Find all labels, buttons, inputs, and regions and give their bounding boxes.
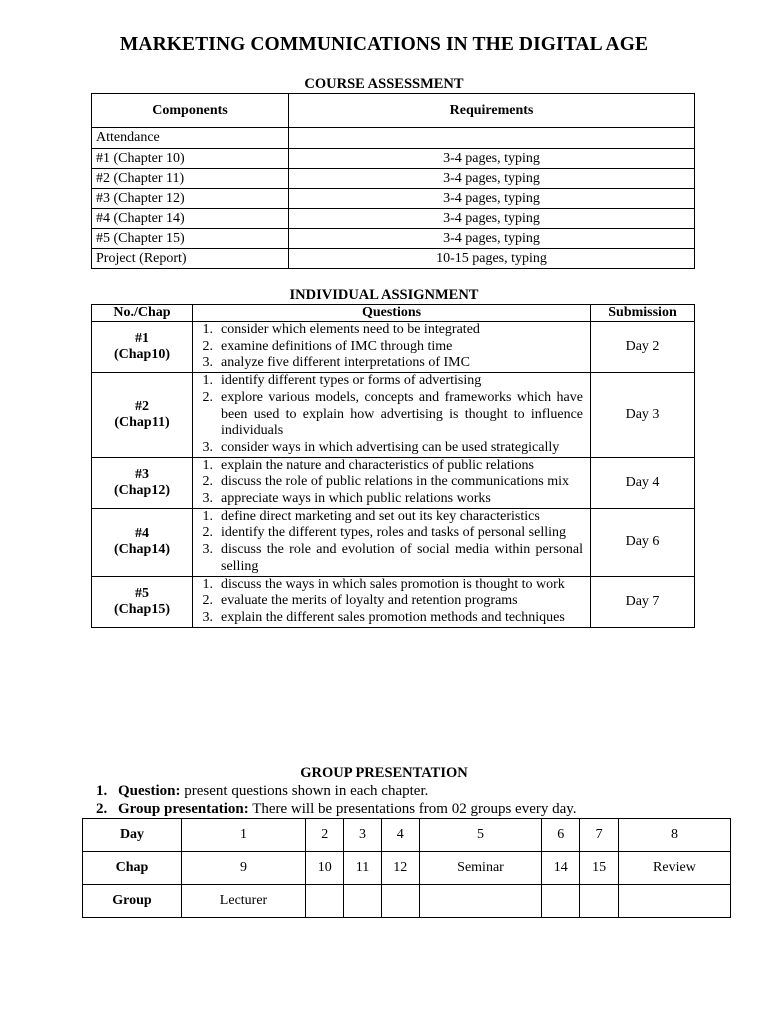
chapter-cell [92,373,193,458]
component-cell: #4 (Chapter 14) [92,209,289,229]
list-item [193,525,583,542]
item-number: 2. [202,525,213,541]
individual-assignment-table [91,304,695,628]
chapter-cell [92,508,193,576]
group-cell [381,885,419,918]
list-item [193,542,583,575]
questions-list [193,509,583,576]
item-label: Question: [118,783,181,799]
row-header-chap: Chap [83,852,182,885]
requirement-cell: 3-4 pages, typing [289,209,695,229]
assignment-number: #3 [135,466,149,482]
group-presentation-heading: GROUP PRESENTATION [300,765,468,781]
day-cell: 3 [344,819,381,852]
group-cell [344,885,381,918]
component-cell: #2 (Chapter 11) [92,169,289,189]
item-number: 2. [202,593,213,609]
component-cell: #1 (Chapter 10) [92,149,289,169]
day-cell: 6 [542,819,580,852]
table-row [92,189,695,209]
chap-cell: 11 [344,852,381,885]
item-number: 3. [202,609,213,625]
item-number: 2. [202,474,213,490]
chap-cell: 14 [542,852,580,885]
submission-cell: Day 7 [591,576,695,627]
day-cell: 2 [306,819,344,852]
list-item [193,491,583,508]
component-cell: Project (Report) [92,249,289,269]
requirement-cell [289,128,695,149]
item-text: present questions shown in each chapter. [180,783,429,799]
item-number: 2. [202,338,213,354]
item-number: 3. [202,355,213,371]
list-item [193,577,583,594]
question-text: identify the different types, roles and tasks of personal selling [221,525,566,541]
list-item [193,322,583,339]
submission-cell: Day 4 [591,457,695,508]
question-text: define direct marketing and set out its key characteristics [221,508,540,524]
chap-cell: Review [618,852,730,885]
group-presentation-table [82,818,731,918]
table-row [92,149,695,169]
question-text: analyze five different interpretations of IMC [221,355,470,371]
list-item [193,390,583,440]
questions-list [193,458,583,508]
component-cell: #3 (Chapter 12) [92,189,289,209]
requirement-cell: 3-4 pages, typing [289,229,695,249]
question-text: examine definitions of IMC through time [221,338,453,354]
assignment-chapter: (Chap11) [114,414,170,430]
day-cell: 1 [182,819,306,852]
questions-list [193,577,583,627]
day-cell: 8 [618,819,730,852]
group-cell [306,885,344,918]
item-number: 1. [202,457,213,473]
assignment-chapter: (Chap10) [113,347,170,363]
chap-cell: 10 [306,852,344,885]
component-cell: #5 (Chapter 15) [92,229,289,249]
table-row [92,373,695,458]
day-cell: 4 [381,819,419,852]
item-number: 2. [96,801,108,817]
table-row [92,249,695,269]
list-item [193,593,583,610]
column-header-requirements: Requirements [289,94,695,128]
item-number: 1. [202,508,213,524]
chapter-cell [92,322,193,373]
question-text: discuss the role of public relations in the communications mix [221,474,569,490]
list-item [96,801,577,818]
question-text: explore various models, concepts and frameworks which have been used to explain how advertising is thought to influence individuals [221,389,583,439]
requirement-cell: 3-4 pages, typing [289,149,695,169]
questions-cell [193,508,591,576]
list-item [193,373,583,390]
chap-cell: 12 [381,852,419,885]
table-header-row [92,305,695,322]
group-cell [419,885,541,918]
list-item [193,339,583,356]
assignment-number: #4 [135,526,149,542]
item-number: 3. [202,439,213,455]
course-assessment-table [91,93,695,269]
submission-cell: Day 2 [591,322,695,373]
requirement-cell: 3-4 pages, typing [289,169,695,189]
table-row [92,576,695,627]
table-row [83,885,731,918]
question-text: consider which elements need to be integrated [221,322,480,337]
table-row [92,322,695,373]
assignment-number: #2 [135,398,149,414]
item-number: 1. [202,322,213,337]
group-cell: Lecturer [182,885,306,918]
list-item [193,458,583,475]
questions-list [193,373,583,457]
list-item [193,355,583,372]
chapter-cell [92,576,193,627]
question-text: discuss the ways in which sales promotion is thought to work [221,576,565,592]
group-cell [542,885,580,918]
table-row [92,169,695,189]
list-item [193,440,583,457]
item-number: 3. [202,542,213,558]
course-assessment-heading: COURSE ASSESSMENT [304,76,464,92]
question-text: evaluate the merits of loyalty and retention programs [221,593,518,609]
questions-cell [193,576,591,627]
component-cell: Attendance [92,128,289,149]
assignment-chapter: (Chap15) [113,601,170,617]
question-text: explain the nature and characteristics of public relations [221,457,534,473]
chap-cell: 9 [182,852,306,885]
group-cell [618,885,730,918]
requirement-cell: 10-15 pages, typing [289,249,695,269]
question-text: appreciate ways in which public relations works [221,491,491,507]
item-number: 1. [202,373,213,389]
table-row [83,819,731,852]
question-text: discuss the role and evolution of social media within personal selling [221,542,583,574]
assignment-chapter: (Chap12) [113,482,170,498]
day-cell: 5 [419,819,541,852]
list-item [96,783,428,800]
document-title: MARKETING COMMUNICATIONS IN THE DIGITAL AGE [119,34,649,55]
item-number: 3. [202,491,213,507]
table-row [92,128,695,149]
table-row [92,229,695,249]
item-number: 1. [202,576,213,592]
group-cell [580,885,618,918]
assignment-chapter: (Chap14) [113,542,170,558]
question-text: explain the different sales promotion methods and techniques [221,609,565,625]
individual-assignment-heading: INDIVIDUAL ASSIGNMENT [289,287,479,303]
column-header-submission: Submission [591,305,695,322]
column-header-questions: Questions [193,305,591,322]
item-number: 1. [96,783,108,799]
table-row [92,457,695,508]
submission-cell: Day 3 [591,373,695,458]
item-label: Group presentation: [118,801,249,817]
questions-cell [193,373,591,458]
questions-cell [193,322,591,373]
question-text: identify different types or forms of advertising [221,373,482,389]
assignment-number: #1 [135,331,149,347]
list-item [193,474,583,491]
list-item [193,509,583,526]
column-header-components: Components [92,94,289,128]
question-text: consider ways in which advertising can be used strategically [221,439,560,455]
chapter-cell [92,457,193,508]
requirement-cell: 3-4 pages, typing [289,189,695,209]
assignment-number: #5 [135,585,149,601]
item-text: There will be presentations from 02 groups every day. [248,801,577,817]
column-header-no-chap: No./Chap [92,305,193,322]
submission-cell: Day 6 [591,508,695,576]
list-item [193,610,583,627]
questions-list [193,322,583,372]
chap-cell: Seminar [419,852,541,885]
table-row [92,508,695,576]
chap-cell: 15 [580,852,618,885]
day-cell: 7 [580,819,618,852]
row-header-group: Group [83,885,182,918]
row-header-day: Day [83,819,182,852]
questions-cell [193,457,591,508]
table-row [92,209,695,229]
table-row [83,852,731,885]
table-header-row [92,94,695,128]
item-number: 2. [202,389,213,405]
